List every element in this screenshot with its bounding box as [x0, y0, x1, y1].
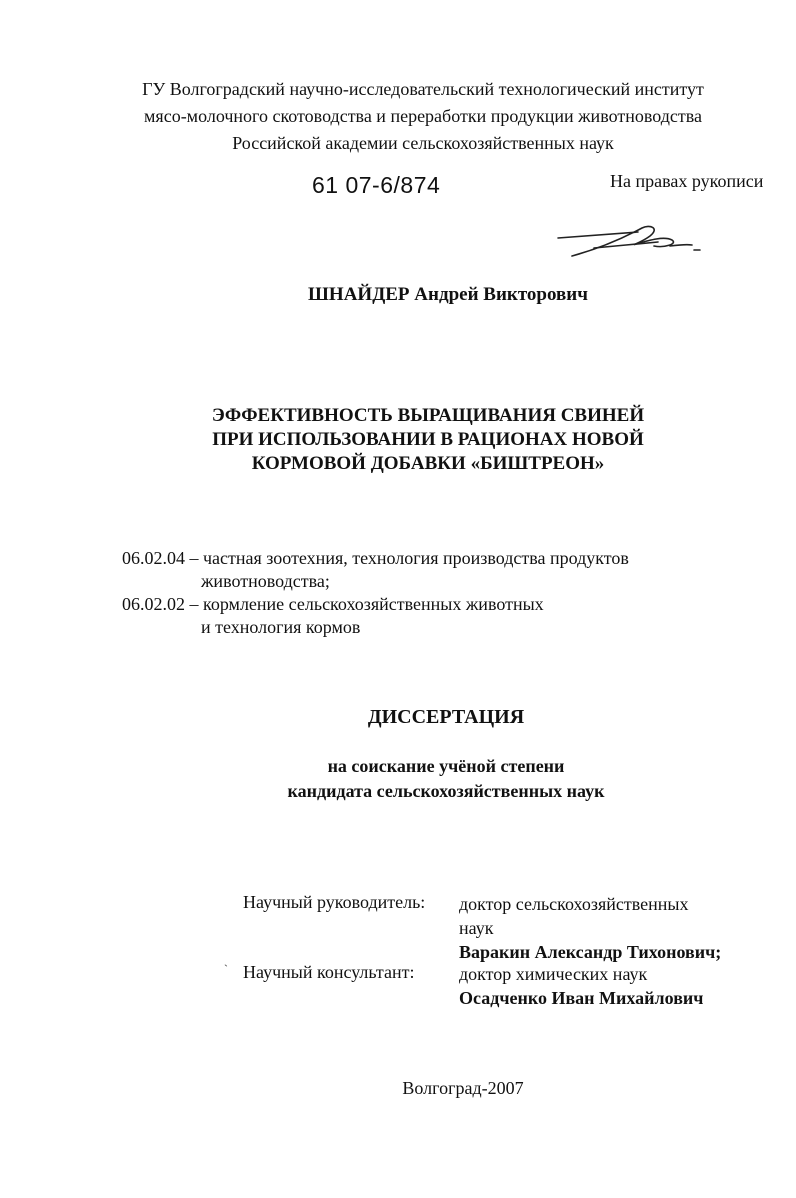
- supervisor-name: Варакин Александр Тихонович;: [459, 942, 722, 962]
- handwritten-signature: [554, 222, 704, 264]
- city-year-text: Волгоград-2007: [402, 1078, 524, 1098]
- thesis-title: [0, 404, 796, 476]
- specialty-line: 06.02.04 – частная зоотехния, технология производства продуктов: [122, 548, 629, 568]
- supervisor-info: [459, 892, 721, 964]
- catalog-number: 61 07-6/874: [312, 172, 441, 198]
- consultant-name: Осадченко Иван Михайлович: [459, 988, 704, 1008]
- rights-notice: На правах рукописи: [610, 171, 764, 191]
- title-line: КОРМОВОЙ ДОБАВКИ «БИШТРЕОН»: [251, 453, 605, 474]
- specialty-line: животноводства;: [201, 571, 330, 591]
- stray-mark: `: [224, 962, 228, 976]
- city-year: [0, 1078, 796, 1099]
- specialty-line: 06.02.02 – кормление сельскохозяйственных животных: [122, 594, 544, 614]
- degree-line: кандидата сельскохозяйственных наук: [287, 781, 605, 801]
- title-line: ЭФФЕКТИВНОСТЬ ВЫРАЩИВАНИЯ СВИНЕЙ: [211, 405, 645, 426]
- specialty-list: [122, 547, 629, 639]
- supervisor-degree: доктор сельскохозяйственных: [459, 894, 689, 914]
- author-name: [0, 284, 796, 306]
- degree-line: на соискание учёной степени: [327, 756, 565, 776]
- supervisor-degree-cont: наук: [459, 918, 494, 938]
- title-line: ПРИ ИСПОЛЬЗОВАНИИ В РАЦИОНАХ НОВОЙ: [212, 429, 644, 450]
- consultant-label: Научный консультант:: [243, 962, 415, 982]
- consultant-info: [459, 962, 703, 1010]
- institution-line: Российской академии сельскохозяйственных наук: [232, 133, 614, 153]
- specialty-line: и технология кормов: [201, 617, 361, 637]
- supervisor-label: Научный руководитель:: [243, 892, 426, 912]
- institution-block: [0, 76, 796, 157]
- work-type: [0, 706, 796, 729]
- institution-line: мясо-молочного скотоводства и переработки продукции животноводства: [144, 106, 702, 126]
- degree-block: [0, 754, 796, 804]
- work-type-text: ДИССЕРТАЦИЯ: [367, 706, 525, 728]
- author-name-text: ШНАЙДЕР Андрей Викторович: [308, 284, 588, 305]
- institution-line: ГУ Волгоградский научно-исследовательский технологический институт: [142, 79, 704, 99]
- consultant-degree: доктор химических наук: [459, 964, 648, 984]
